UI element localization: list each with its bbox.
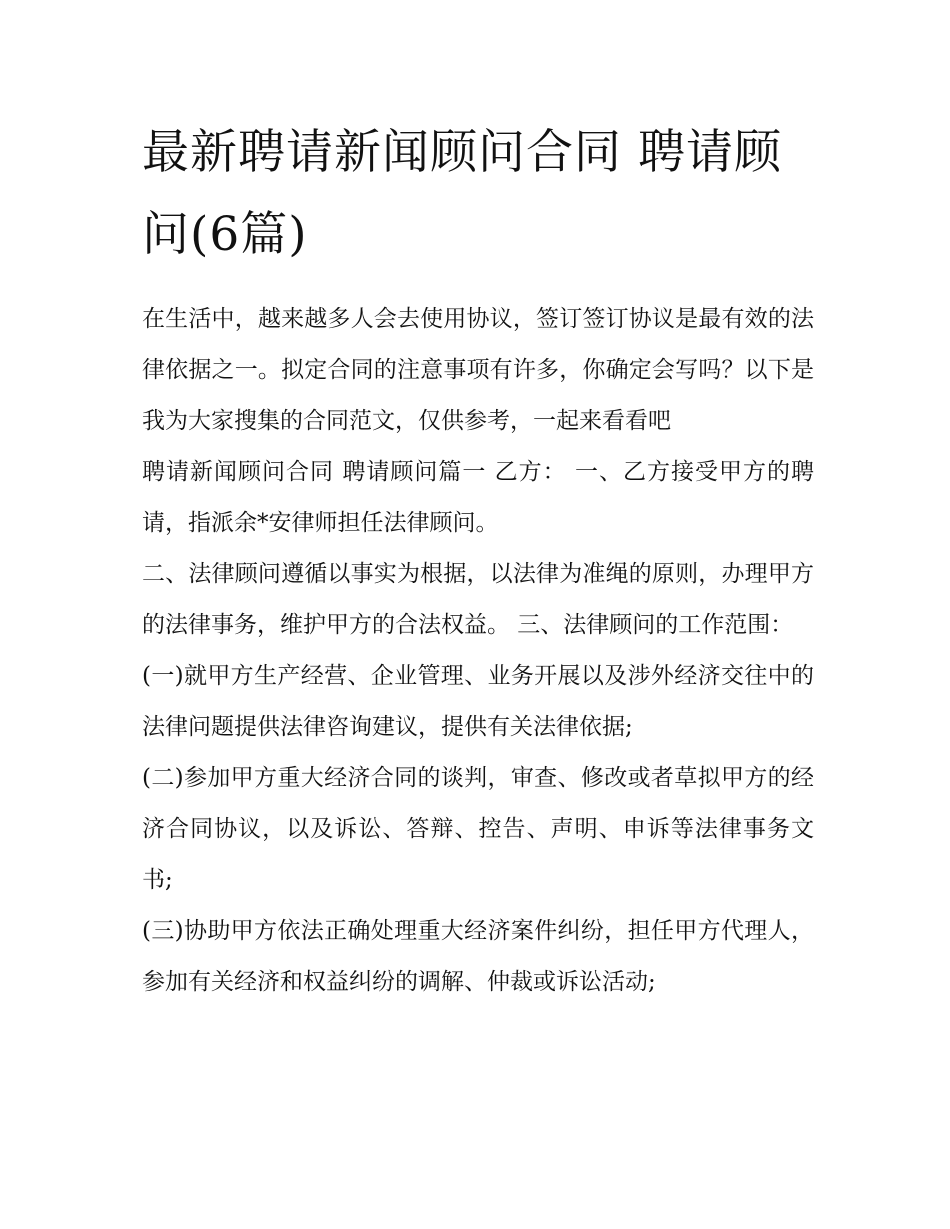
paragraph-scope-1: (一)就甲方生产经营、企业管理、业务开展以及涉外经济交往中的法律问题提供法律咨询建议，提供有关法律依据; (142, 663, 814, 740)
paragraph-article-2-3: 二、法律顾问遵循以事实为根据，以法律为准绳的原则，办理甲方的法律事务，维护甲方的合法权益。 三、法律顾问的工作范围： (142, 561, 814, 638)
paragraph-scope-3: (三)协助甲方依法正确处理重大经济案件纠纷，担任甲方代理人，参加有关经济和权益纠纷的调解、仲裁或诉讼活动; (142, 918, 814, 995)
paragraph-article-1: 聘请新闻顾问合同 聘请顾问篇一 乙方： 一、乙方接受甲方的聘请，指派余*安律师担任法律顾问。 (142, 459, 814, 536)
document-title: 最新聘请新闻顾问合同 聘请顾问(6篇) (142, 125, 782, 262)
document-page (142, 112, 814, 1008)
paragraph-scope-2: (二)参加甲方重大经济合同的谈判，审查、修改或者草拟甲方的经济合同协议，以及诉讼、答辩、控告、声明、申诉等法律事务文书; (142, 765, 814, 893)
paragraph-intro: 在生活中，越来越多人会去使用协议，签订签订协议是最有效的法律依据之一。拟定合同的注意事项有许多，你确定会写吗？以下是我为大家搜集的合同范文，仅供参考，一起来看看吧 (142, 306, 814, 434)
